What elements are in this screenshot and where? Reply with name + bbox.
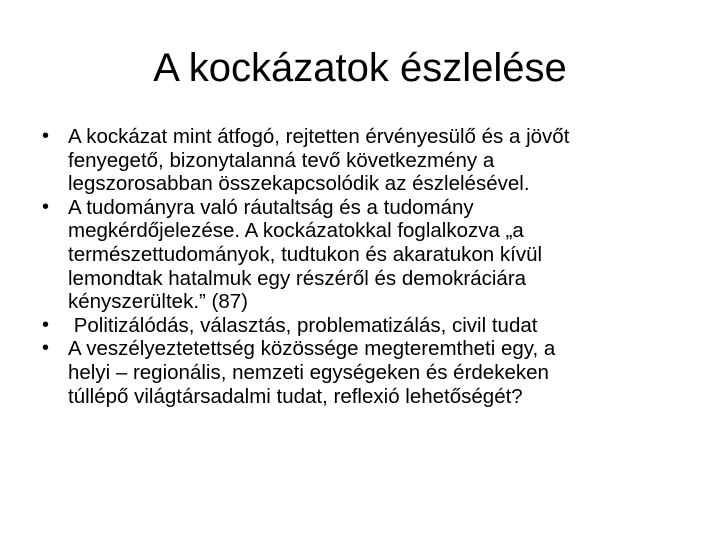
- bullet-item: [36, 125, 696, 196]
- bullet-marker: •: [42, 125, 50, 147]
- bullet-text-line: A kockázat mint átfogó, rejtetten érvényesülő és a jövőt: [68, 125, 570, 148]
- slide-title: A kockázatok észlelése: [153, 46, 567, 90]
- bullet-text-line: megkérdőjelezése. A kockázatokkal foglalkozva „a: [68, 219, 524, 243]
- bullet-text-line: túllépő világtársadalmi tudat, reflexió lehetőségét?: [68, 384, 523, 408]
- bullet-item: [36, 337, 696, 408]
- bullet-text-line: fenyegető, bizonytalanná tevő következmény a: [68, 148, 495, 172]
- bullet-text-line: természettudományok, tudtukon és akaratukon kívül: [68, 242, 543, 266]
- bullet-marker: •: [42, 337, 50, 360]
- bullet-list: [36, 125, 696, 408]
- bullet-marker: •: [42, 313, 50, 336]
- bullet-text-line: kényszerültek.” (87): [68, 290, 249, 314]
- bullet-text-line: A veszélyeztetettség közössége megteremtheti egy, a: [68, 337, 556, 361]
- bullet-item: [36, 196, 696, 314]
- bullet-text-line: A tudományra való ráutaltság és a tudomány: [68, 195, 474, 219]
- bullet-item: [36, 314, 696, 338]
- bullet-text-line: helyi – regionális, nemzeti egységeken és érdekeken: [68, 360, 549, 384]
- bullet-text-line: lemondtak hatalmuk egy részéről és demokráciára: [68, 266, 527, 290]
- bullet-text-line: Politizálódás, választás, problematizálás, civil tudat: [68, 313, 538, 337]
- bullet-marker: •: [42, 195, 50, 218]
- bullet-text-line: legszorosabban összekapcsolódik az észlelésével.: [68, 172, 530, 196]
